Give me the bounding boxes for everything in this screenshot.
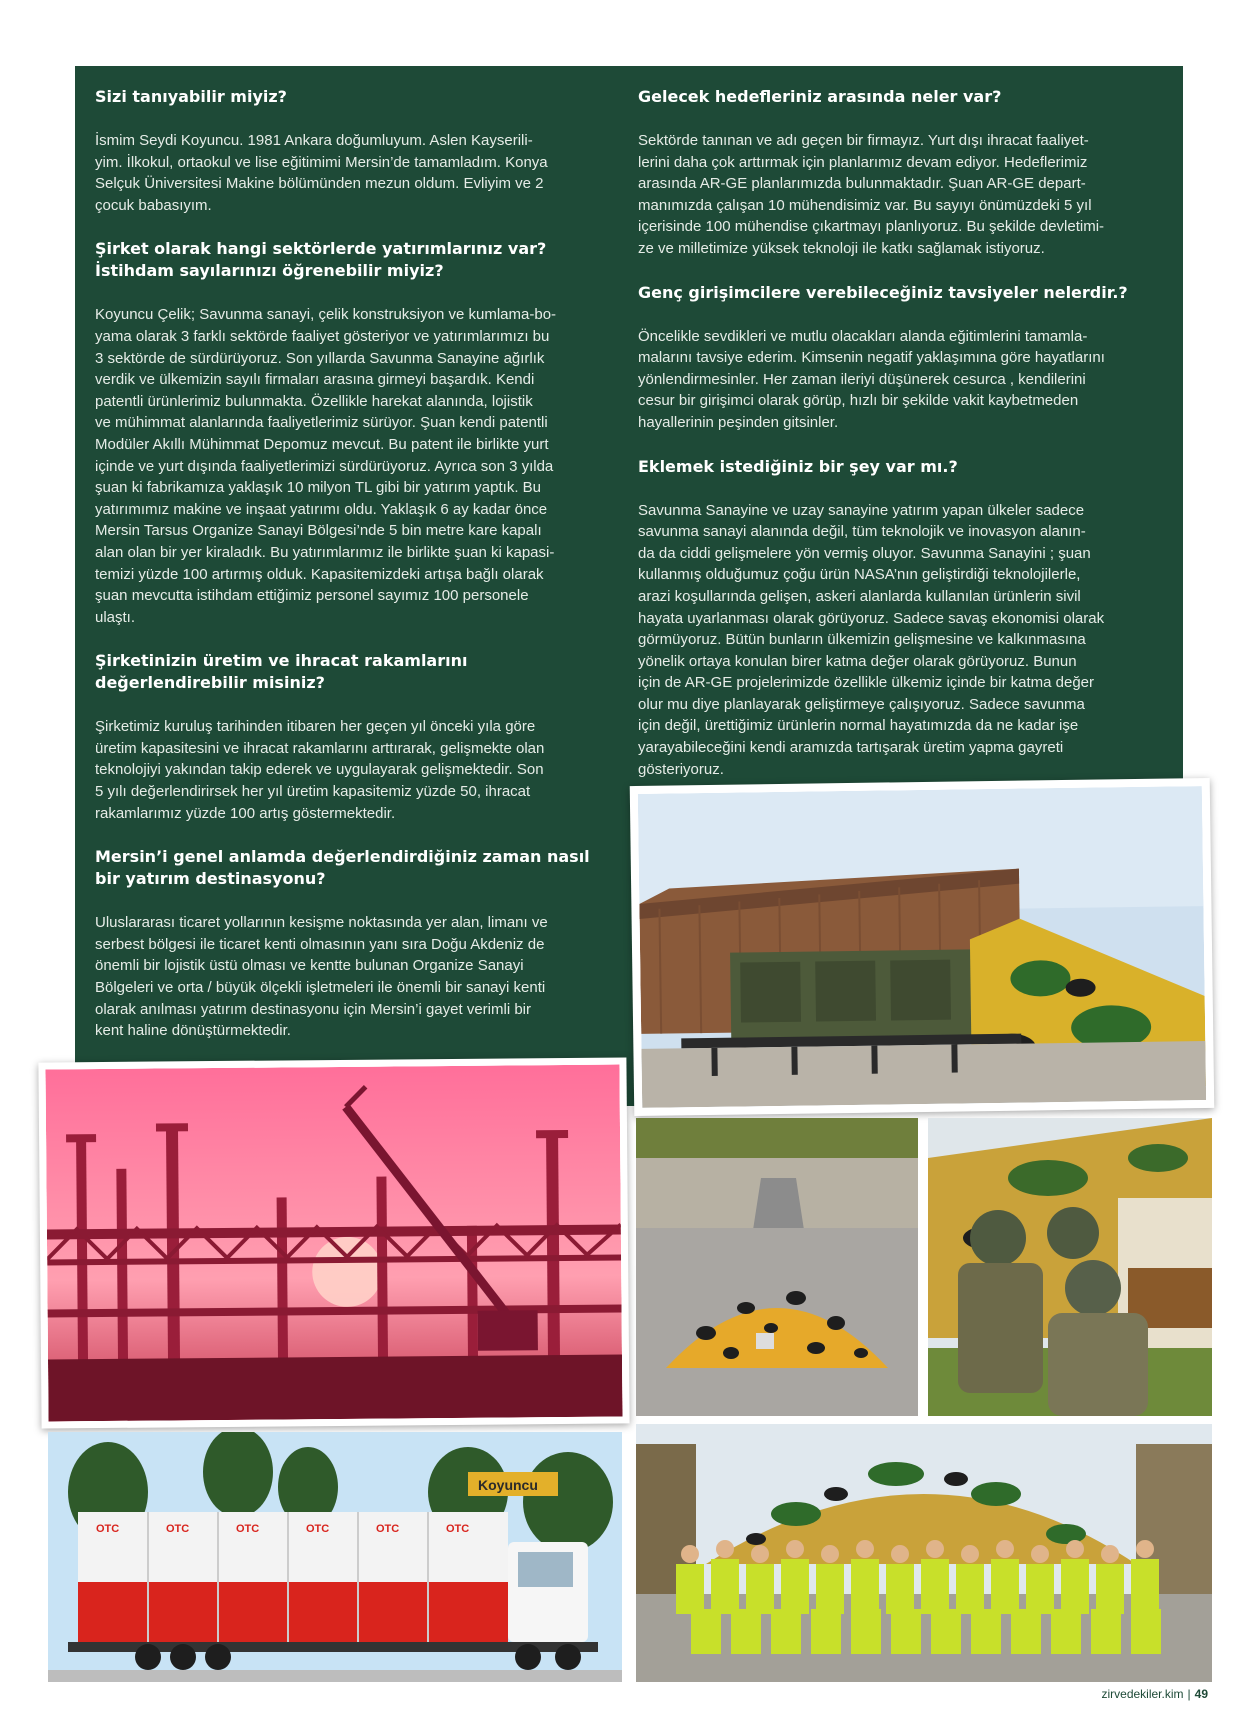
qa-block-3 — [95, 650, 620, 824]
question-heading: Eklemek istediğiniz bir şey var mı.? — [638, 456, 958, 476]
answer-paragraph: Şirketimiz kuruluş tarihinden itibaren her geçen yıl önceki yıla göre üretim kapasitesini ve ihracat rakamlarını arttırarak, gelişmekte olan teknolojiyi yakından takip ederek ve uygulayarak gelişmektedir. Son 5 yılı değerlendirirsek her yıl üretim kapasitemiz yüzde 50, ihracat rakamlarımız yüzde 100 artış göstermektedir. — [95, 718, 545, 822]
otc-logo-text: OTC — [96, 1523, 120, 1535]
answer-paragraph: İsmim Seydi Koyuncu. 1981 Ankara doğumluyum. Aslen Kayserili- yim. İlkokul, ortaokul ve lise eğitimimi Mersin’de tamamladım. Konya Selçuk Üniversitesi Makine bölümünden mezun oldum. Evliyim ve 2 çocuk babasıyım. — [95, 132, 548, 214]
question-heading: Mersin’i genel anlamda değerlendirdiğiniz zaman nasıl bir yatırım destinasyonu? — [95, 847, 590, 889]
qa-block-6 — [638, 282, 1163, 434]
right-column — [638, 86, 1163, 802]
qa-block-5 — [638, 86, 1163, 260]
answer-paragraph: Uluslararası ticaret yollarının kesişme noktasında yer alan, limanı ve serbest bölgesi ile ticaret kenti olmasının yanı sıra Doğu Akdeniz de önemli bir lojistik üstü olması ve kentte bulunan Organize Sanayi Bölgeleri ve orta / büyük ölçekli işletmeleri ile önemli bir sanayi kenti olarak anılması yatırım destinasyonu için Mersin’i gayet verimli bir kent haline dönüştürmektedir. — [95, 914, 548, 1040]
otc-logo-text: OTC — [306, 1523, 330, 1535]
otc-logo-text: OTC — [376, 1523, 400, 1535]
question-heading: Şirket olarak hangi sektörlerde yatırımlarınız var? İstihdam sayılarınızı öğrenebilir miyiz? — [95, 239, 547, 281]
question-heading: Şirketinizin üretim ve ihracat rakamlarını değerlendirebilir misiniz? — [95, 651, 468, 693]
page-footer — [1101, 1687, 1208, 1701]
otc-logo-text: OTC — [446, 1523, 470, 1535]
construction-crane-photo — [45, 1065, 622, 1422]
question-heading: Sizi tanıyabilir miyiz? — [95, 87, 287, 106]
arched-depot-photo — [636, 1118, 918, 1416]
page-number: 49 — [1194, 1687, 1208, 1701]
question-heading: Gelecek hedefleriniz arasında neler var? — [638, 87, 1002, 106]
otc-logo-text: OTC — [236, 1523, 260, 1535]
qa-block-1 — [95, 86, 620, 216]
team-group-photo — [636, 1424, 1212, 1682]
camo-depot-photo — [638, 786, 1206, 1108]
otc-truck-photo — [48, 1432, 622, 1682]
qa-block-7 — [638, 456, 1163, 781]
koyuncu-sign-text: Koyuncu — [478, 1477, 538, 1493]
soldiers-photo — [928, 1118, 1212, 1416]
left-column — [95, 86, 620, 1064]
answer-paragraph: Savunma Sanayine ve uzay sanayine yatırım yapan ülkeler sadece savunma sanayi alanında değil, tüm teknolojik ve inovasyon alanın- da da ciddi gelişmelere yön vermiş oluyor. Savunma Sanayini ; şuan kullanmış olduğumuz çoğu ürün NASA’nın geliştirdiği teknolojilerle, arazi koşullarında gelişen, askeri alanlarda kullanılan ürünlerin sivil hayata uyarlanması olarak görüyoruz. Sadece savaş ekonomisi olarak görmüyoruz. Bütün bunların ülkemizin gelişmesine ve kalkınmasına yönelik ortaya konulan birer katma değer olarak görüyoruz. Bunun için de AR-GE projelerimizde özellikle ülkemiz içinde bir katma değer olur mu diye planlayarak geliştirmeye çalışıyoruz. Sadece savunma için değil, ürettiğimiz ürünlerin normal hayatımızda da ne kadar işe yarayabileceğini kendi aramızda tartışarak üretim yapma gayreti gösteriyoruz. — [638, 501, 1105, 778]
photo-frame-depot — [630, 778, 1215, 1116]
qa-block-2 — [95, 238, 620, 628]
otc-logo-text: OTC — [166, 1523, 190, 1535]
qa-block-4 — [95, 846, 620, 1042]
footer-separator: | — [1187, 1687, 1191, 1701]
answer-paragraph: Koyuncu Çelik; Savunma sanayi, çelik konstruksiyon ve kumlama-bo- yama olarak 3 farklı sektörde faaliyet gösteriyor ve yatırımlarımızı bu 3 sektörde de sürdürüyoruz. Son yıllarda Savunma Sanayine ağırlık verdik ve ülkemizin sayılı firmaları arasına girmeyi başardık. Kendi patentli ürünlerimiz bulunmakta. Özellikle harekat alanında, lojistik ve mühimmat alanlarında faaliyetlerimiz sürüyor. Şuan kendi patentli Modüler Akıllı Mühimmat Depomuz mevcut. Bu patent ile birlikte yurt içinde ve yurt dışında faaliyetlerimizi sürdürüyoruz. Ayrıca son 3 yılda şuan ki fabrikamıza yaklaşık 10 milyon TL gibi bir yatırım yaptık. Bu yatırımımız makine ve inşaat yatırımı oldu. Yaklaşık 6 ay kadar önce Mersin Tarsus Organize Sanayi Bölgesi’nde 5 bin metre kare kapalı alan olan bir yer kiraladık. Bu yatırımlarımız ile birlikte şuan ki kapasi- temizi yüzde 100 artırmış olduk. Kapasitemizdeki artışa bağlı olarak şuan mevcutta istihdam ettiğimiz personel sayımız 100 personele ulaştı. — [95, 306, 557, 626]
photo-frame-construction — [38, 1057, 629, 1428]
answer-paragraph: Sektörde tanınan ve adı geçen bir firmayız. Yurt dışı ihracat faaliyet- lerini daha çok arttırmak için planlarımız devam ediyor. Hedeflerimiz arasında AR-GE planlarımızda bulunmaktadır. Şuan AR-GE depart- manımızda çalışan 10 mühendisimiz var. Bu sayıyı önümüzdeki 5 yıl içerisinde 100 mühendise çıkartmayı planlıyoruz. Bu şekilde devletimi- ze ve milletimize yüksek teknoloji ile katkı sağlamak istiyoruz. — [638, 132, 1105, 257]
question-heading: Genç girişimcilere verebileceğiniz tavsiyeler nelerdir.? — [638, 282, 1128, 302]
answer-paragraph: Öncelikle sevdikleri ve mutlu olacakları alanda eğitimlerini tamamla- malarını tavsiye ederim. Kimsenin negatif yaklaşımına göre hayatlarını yönlendirmesinler. Her zaman ileriyi düşünerek cesurca , kendilerini cesur bir girişimci olarak görüp, hızlı bir şekilde vakit kaybetmeden hayallerinin peşinden gitsinler. — [638, 327, 1105, 431]
footer-site: zirvedekiler.kim — [1101, 1687, 1184, 1701]
